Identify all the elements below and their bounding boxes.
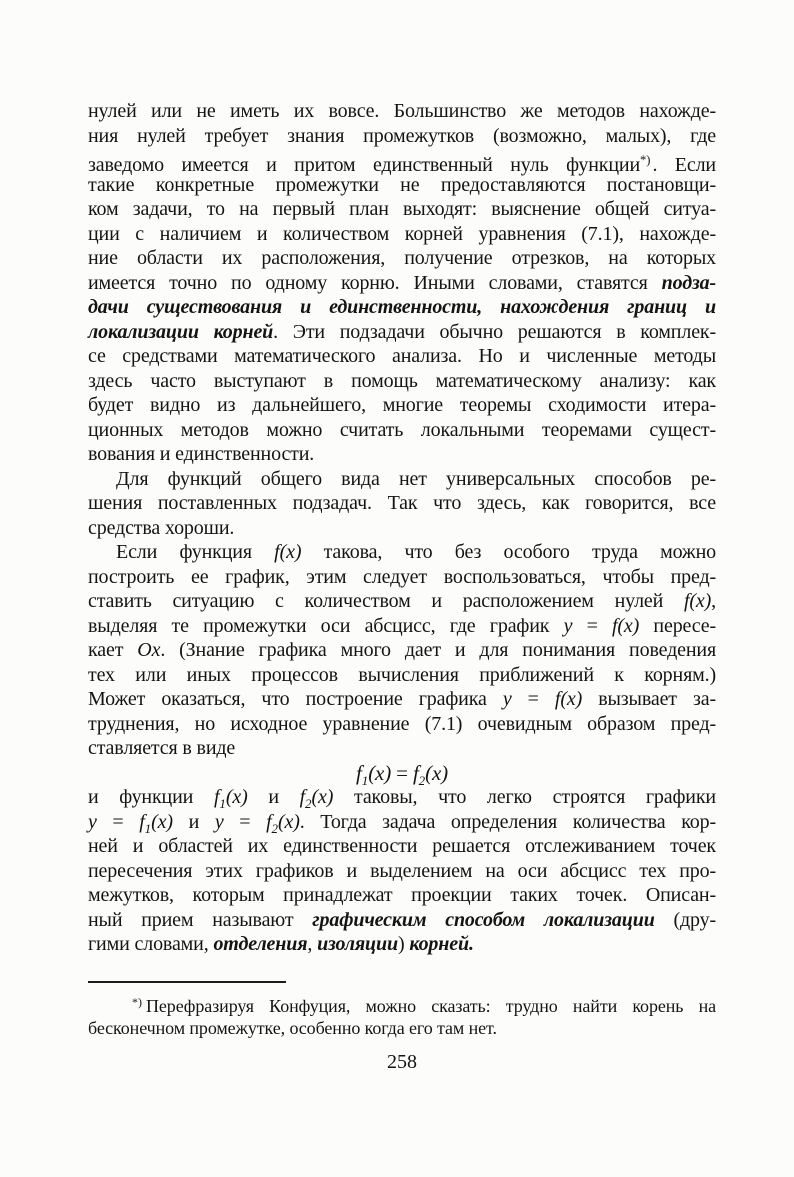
text-run: = [96,810,140,833]
text-line [88,222,716,247]
text-run: выделяя те промежутки оси абсцисс, где график [88,614,564,637]
math-run: (x) [277,810,300,833]
math-run: y [88,810,97,833]
text-run: ком задачи, то на первый план выходят: выяснение общей ситуа- [88,198,716,220]
math-run: (x) [311,786,334,808]
text-run: здесь часто выступают в помощь математическому анализу: как [88,369,716,392]
text-line [88,418,716,443]
text-run: и функции [88,786,214,808]
emphasis-run: подза- [661,271,716,294]
math-run: f [299,786,306,808]
math-run: f(x) [612,614,640,637]
text-run: = [223,810,267,833]
text-line [88,320,716,345]
text-run: = [391,760,413,785]
text-run: ние области их расположения, получение отрезков, на которых [88,247,716,269]
text-line [88,908,716,933]
text-run: гими словами, [88,933,214,955]
page-number: 258 [387,1051,417,1073]
math-subscript: 1 [144,820,152,836]
text-run: построить ее график, этим следует воспользоваться, чтобы пред- [88,565,716,588]
text-run: шения поставленных подзадач. Так что здесь, как говорится, все [88,492,716,514]
text-block [88,99,716,957]
text-line [88,540,716,565]
text-run: и [247,786,300,808]
text-line [88,369,716,394]
text-line [88,295,716,320]
text-line [88,687,716,712]
math-subscript: 2 [418,772,426,788]
text-run: будет видно из дальнейшего, многие теоремы сходимости итера- [88,394,716,416]
text-line [88,1016,716,1042]
text-run: = [572,614,612,637]
text-line [88,442,716,467]
math-subscript: 1 [361,772,369,788]
footnote-marker: *) [640,153,651,167]
text-run: , [711,590,716,612]
text-run: ней и областей их единственности решается отслеживанием точек [88,835,716,857]
text-line [88,638,716,663]
math-run: (x) [368,760,392,785]
emphasis-run: графическим способом локализации [312,908,655,931]
text-run: пересе- [639,614,716,637]
emphasis-run: изоляции [317,933,398,955]
text-run: такие конкретные промежутки не предоставляются постановщи- [88,173,716,196]
footnote-divider [88,981,286,983]
text-run: труднения, но исходное уравнение (7.1) очевидным образом пред- [88,712,716,735]
text-run: таковы, что легко строятся графики [333,786,716,808]
text-run: заведомо имеется и притом единственный нуль функции [88,154,641,176]
text-run: ставить ситуацию с количеством и расположением нулей [88,590,684,612]
text-run: Может оказаться, что построение графика [88,688,503,710]
text-line [88,516,716,541]
text-line [88,712,716,737]
text-run: . Если [652,154,716,176]
text-run: Перефразируя Конфуция, можно сказать: трудно найти корень на [146,996,716,1016]
text-run: . Тогда задача определения количества кор- [299,810,716,833]
text-line [88,932,716,957]
math-run: f [412,760,419,785]
math-run: f [139,810,145,833]
text-run: бесконечном промежутке, особенно когда его там нет. [88,1017,497,1038]
text-run: и [172,810,215,833]
math-run: y [563,614,573,637]
text-run: = [511,688,555,710]
text-line [88,883,716,908]
text-line [88,99,716,124]
text-line [88,491,716,516]
math-run: (x) [425,760,448,785]
text-run: . (Знание графика много дает и для понимания поведения [160,639,716,661]
math-run: f [356,760,362,785]
text-line [88,736,716,761]
text-line [88,173,716,198]
math-run: (x) [225,786,248,808]
footnote-marker: *) [132,995,142,1009]
text-line [88,197,716,222]
math-run: y [214,810,224,833]
text-line [88,246,716,271]
text-run: Для функций общего вида нет универсальных способов ре- [116,467,716,490]
text-line [88,393,716,418]
text-line [88,271,716,296]
math-run: f [213,786,220,808]
text-run: вызывает за- [582,688,716,710]
text-line [88,148,716,176]
text-line [88,663,716,688]
text-run: , [307,933,318,955]
math-run: f(x) [554,688,583,710]
text-line [88,859,716,884]
math-subscript: 2 [305,796,312,811]
text-line [88,124,716,149]
text-line [88,990,716,1016]
text-run: кает [88,639,138,661]
math-run: (x) [151,810,173,833]
text-run: нулей или не иметь их вовсе. Большинство же методов нахожде- [88,100,716,122]
math-subscript: 2 [271,820,278,836]
text-run: тех или иных процессов вычисления приближений к корням.) [88,663,716,686]
text-line [88,565,716,590]
text-run: . Эти подзадачи обычно решаются в комплек- [273,320,716,343]
text-line [88,344,716,369]
text-run: (дру- [654,908,716,931]
math-run: y [502,688,512,710]
text-run: пересечения этих графиков и выделением на оси абсцисс тех про- [88,859,716,882]
math-run: f(x) [683,590,712,612]
text-run: средства хороши. [88,516,235,539]
math-run: f [266,810,272,833]
formula-line [88,761,716,786]
text-run: Если функция [116,541,275,563]
text-run: имеется точно по одному корню. Иными словами, ставятся [88,271,662,294]
text-line [88,614,716,639]
emphasis-run: дачи существования и единственности, нахождения границ и [88,296,716,318]
math-run: Ox [137,639,161,661]
math-subscript: 1 [219,796,226,811]
emphasis-run: корней. [409,933,474,955]
text-line [88,810,716,835]
text-run: ния нулей требует знания промежутков (возможно, малых), где [88,124,716,147]
text-run: ) [397,933,410,955]
text-run: ции с наличием и количеством корней уравнения (7.1), нахожде- [88,222,716,245]
text-line [88,834,716,859]
text-line [88,467,716,492]
text-run: ный прием называют [88,908,313,931]
text-run: се средствами математического анализа. Но и численные методы [88,345,716,367]
text-run: вования и единственности. [88,443,315,465]
emphasis-run: локализации корней [88,320,274,343]
text-line [88,785,716,810]
text-run: межутков, которым принадлежат проекции таких точек. Описан- [88,884,716,906]
footnote-block [88,990,716,1041]
text-run: ставляется в виде [88,737,236,759]
text-run: ционных методов можно считать локальными теоремами сущест- [88,418,716,441]
text-run: такова, что без особого труда можно [301,541,716,563]
math-run: f(x) [274,541,302,563]
emphasis-run: отделения [213,933,308,955]
text-line [88,589,716,614]
